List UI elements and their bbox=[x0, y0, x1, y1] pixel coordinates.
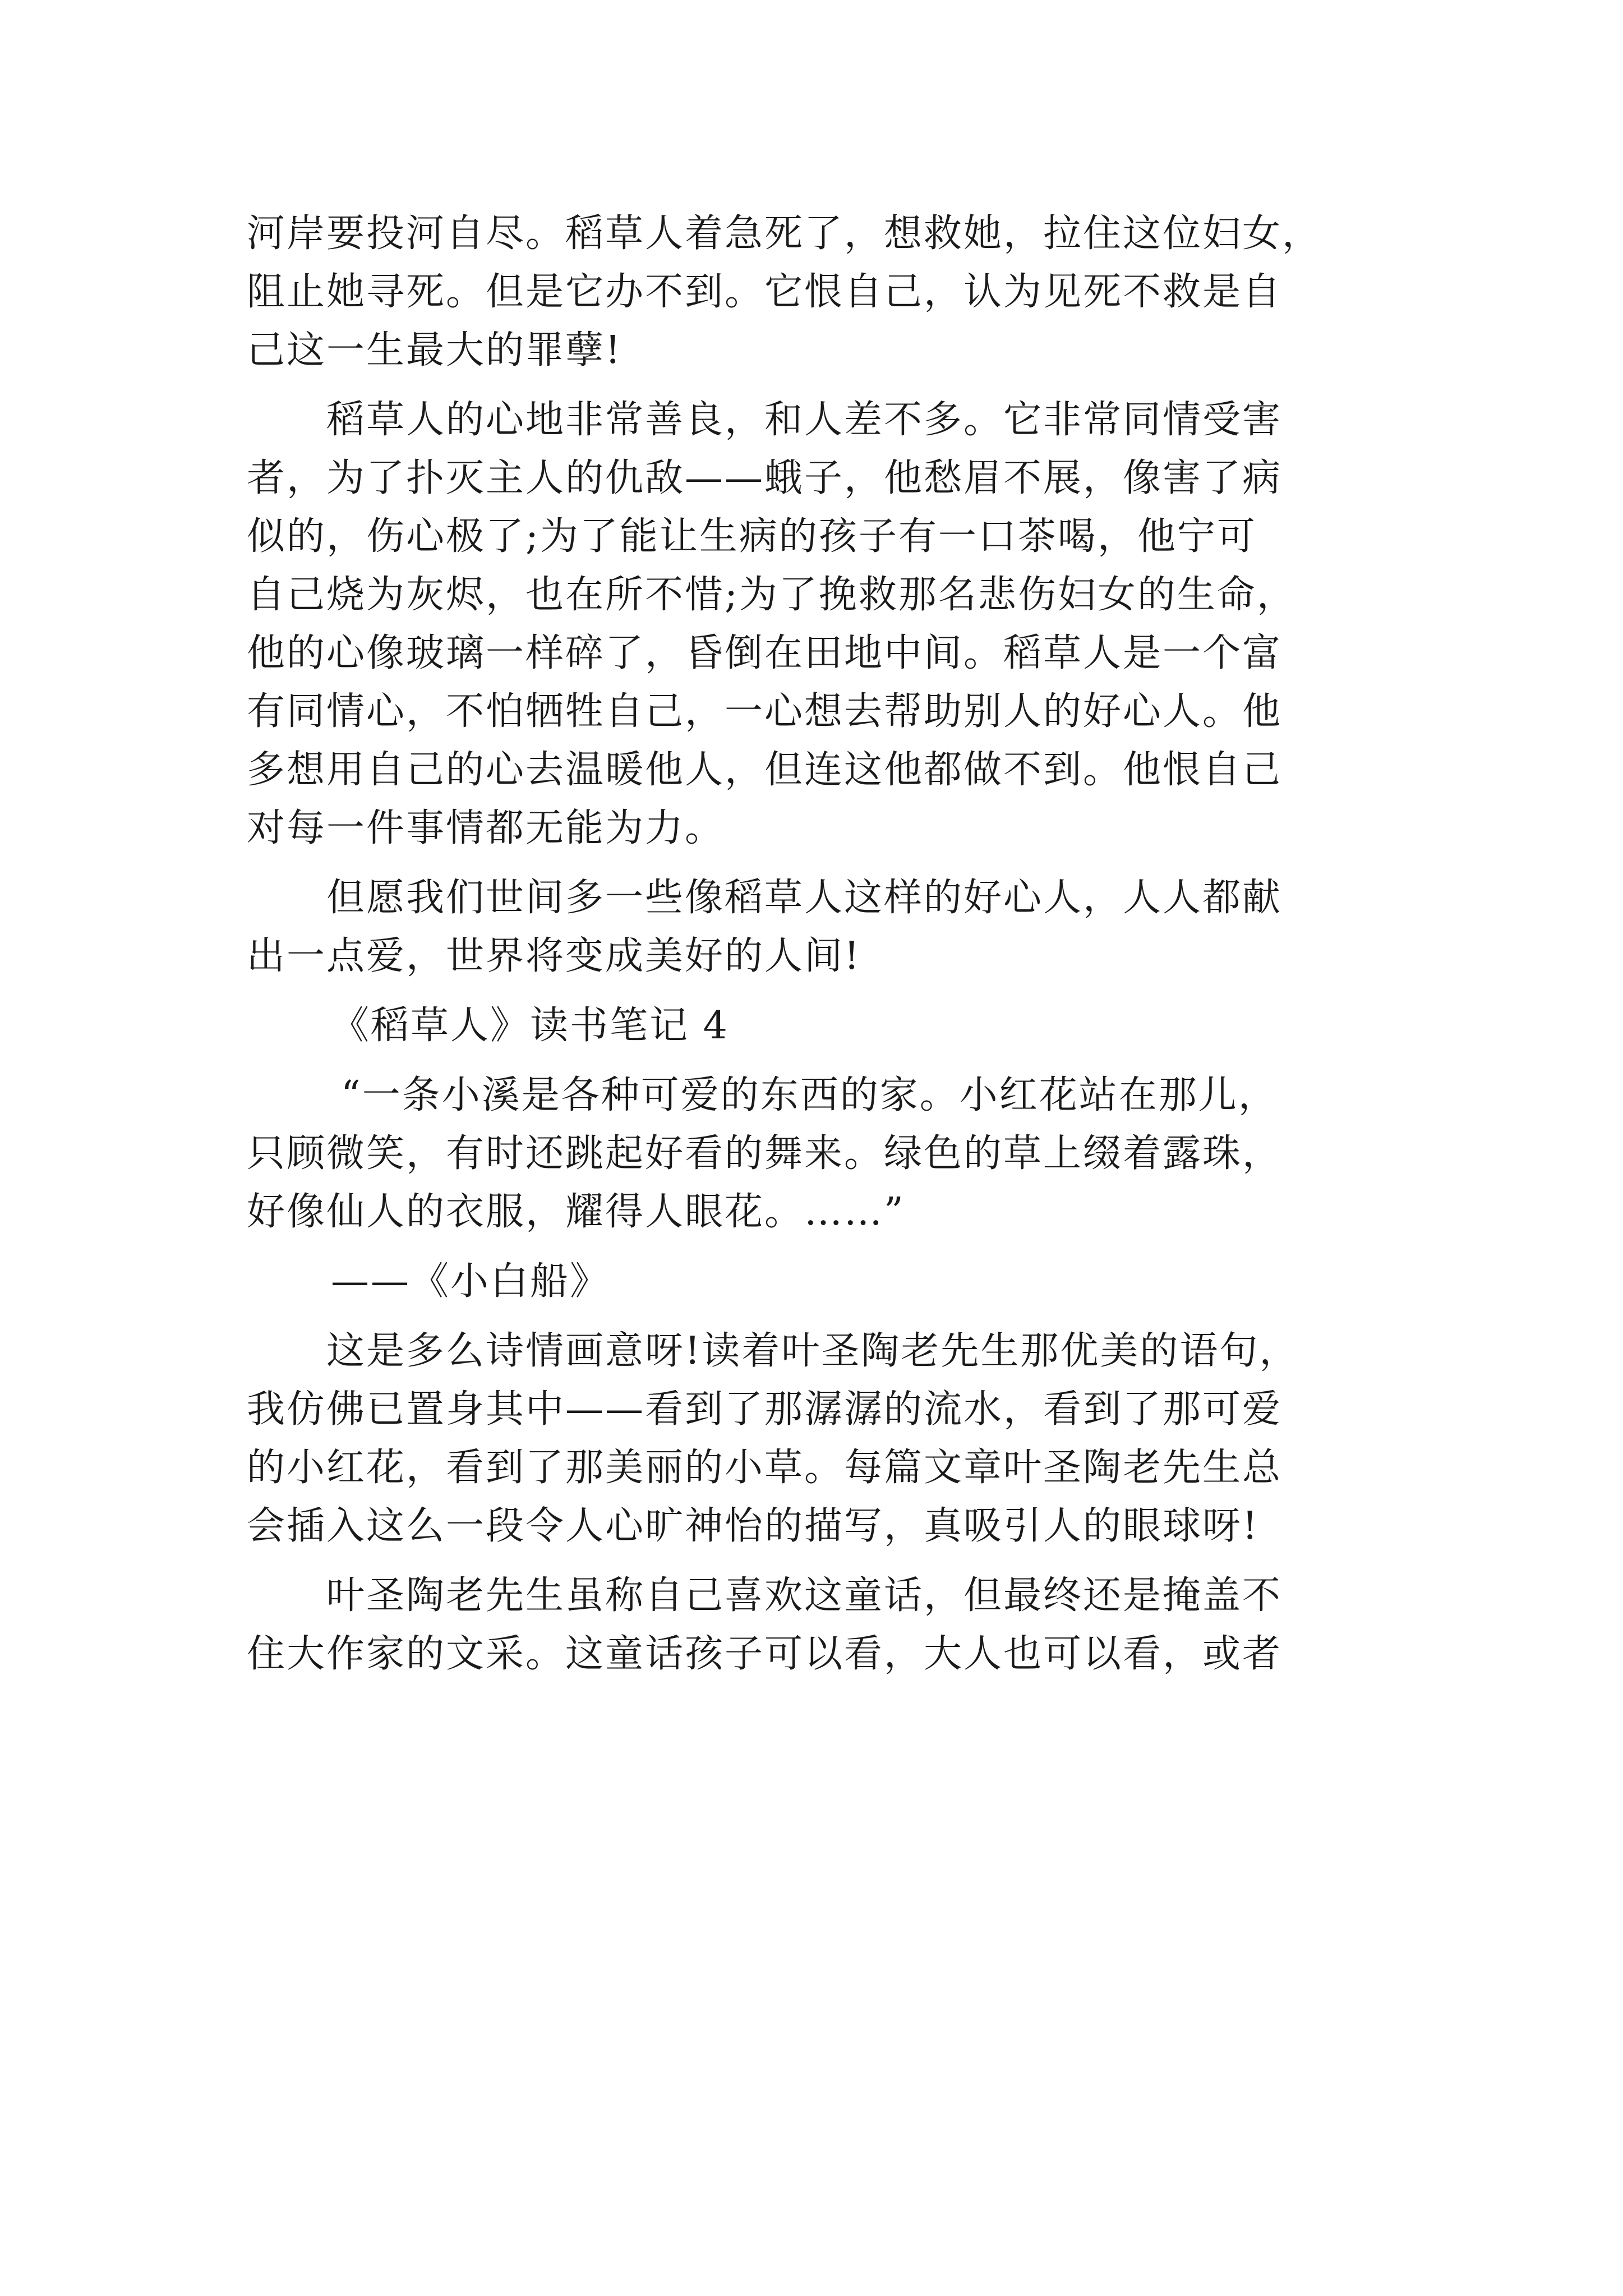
text-line: 稻草人的心地非常善良，和人差不多。它非常同情受害 bbox=[326, 398, 1283, 442]
text-line: 似的，伤心极了;为了能让生病的孩子有一口茶喝，他宁可 bbox=[247, 514, 1257, 559]
text-line: 出一点爱，世界将变成美好的人间! bbox=[247, 934, 861, 978]
paragraph-spacer bbox=[247, 1055, 1391, 1066]
text-line: 己这一生最大的罪孽! bbox=[247, 328, 623, 372]
text-line: 叶圣陶老先生虽称自己喜欢这童话，但最终还是掩盖不 bbox=[326, 1573, 1283, 1618]
text-line: 河岸要投河自尽。稻草人着急死了，想救她，拉住这位妇女， bbox=[247, 211, 1322, 256]
text-line: 多想用自己的心去温暖他人，但连这他都做不到。他恨自己 bbox=[247, 748, 1283, 792]
paragraph-p1 bbox=[247, 205, 1391, 380]
paragraph-spacer bbox=[247, 1311, 1391, 1322]
text-line: 这是多么诗情画意呀!读着叶圣陶老先生那优美的语句， bbox=[326, 1329, 1299, 1373]
text-line: 住大作家的文采。这童话孩子可以看，大人也可以看，或者 bbox=[247, 1632, 1283, 1676]
text-line: 只顾微笑，有时还跳起好看的舞来。绿色的草上缀着露珠， bbox=[247, 1131, 1283, 1176]
paragraph-quote bbox=[247, 1066, 1391, 1241]
paragraph-p5 bbox=[247, 1567, 1391, 1683]
text-line: ——《小白船》 bbox=[331, 1259, 610, 1304]
text-line: 有同情心，不怕牺牲自己，一心想去帮助别人的好心人。他 bbox=[247, 689, 1283, 734]
paragraph-heading bbox=[247, 997, 1391, 1055]
paragraph-p3 bbox=[247, 869, 1391, 986]
paragraph-p2 bbox=[247, 391, 1391, 858]
text-line: 我仿佛已置身其中——看到了那潺潺的流水，看到了那可爱 bbox=[247, 1387, 1283, 1432]
paragraph-spacer bbox=[247, 380, 1391, 391]
text-line: 阻止她寻死。但是它办不到。它恨自己，认为见死不救是自 bbox=[247, 270, 1283, 314]
text-line: 的小红花，看到了那美丽的小草。每篇文章叶圣陶老先生总 bbox=[247, 1446, 1283, 1490]
paragraph-spacer bbox=[247, 986, 1391, 997]
text-line: 好像仙人的衣服，耀得人眼花。……” bbox=[247, 1190, 905, 1234]
document-body bbox=[247, 205, 1391, 1683]
text-line: 者，为了扑灭主人的仇敌——蛾子，他愁眉不展，像害了病 bbox=[247, 456, 1283, 500]
text-line: 会插入这么一段令人心旷神怡的描写，真吸引人的眼球呀! bbox=[247, 1504, 1260, 1548]
text-line: 他的心像玻璃一样碎了，昏倒在田地中间。稻草人是一个富 bbox=[247, 631, 1283, 675]
text-line: 自己烧为灰烬，也在所不惜;为了挽救那名悲伤妇女的生命， bbox=[247, 573, 1297, 617]
text-line: “一条小溪是各种可爱的东西的家。小红花站在那儿， bbox=[341, 1073, 1278, 1117]
paragraph-spacer bbox=[247, 858, 1391, 869]
paragraph-p4 bbox=[247, 1322, 1391, 1556]
paragraph-spacer bbox=[247, 1241, 1391, 1253]
text-line: 对每一件事情都无能为力。 bbox=[247, 806, 725, 850]
text-line: 《稻草人》读书笔记 4 bbox=[331, 1004, 729, 1048]
text-line: 但愿我们世间多一些像稻草人这样的好心人，人人都献 bbox=[326, 876, 1283, 920]
paragraph-attribution bbox=[247, 1253, 1391, 1311]
paragraph-spacer bbox=[247, 1556, 1391, 1567]
